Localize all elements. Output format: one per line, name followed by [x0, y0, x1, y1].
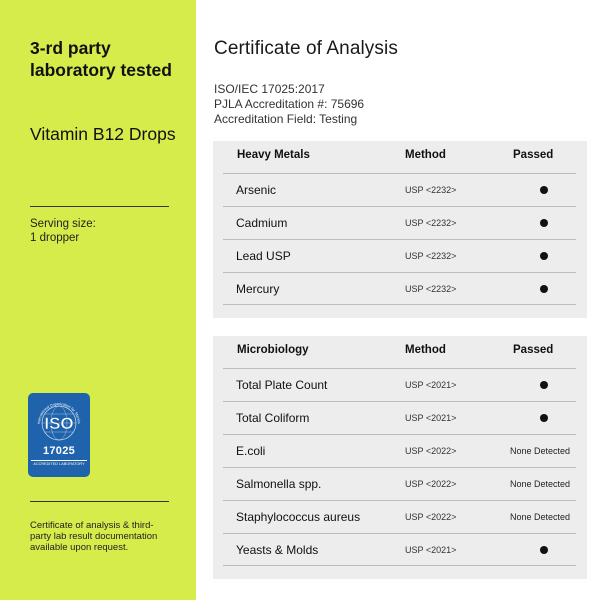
product-name: Vitamin B12 Drops: [30, 124, 176, 144]
table-header: [213, 336, 587, 366]
iso-logo-text: ISO: [44, 414, 74, 433]
passed-dot-icon: [540, 546, 548, 554]
badge-number: 17025: [42, 445, 76, 457]
passed-dot-icon: [540, 285, 548, 293]
table-row: [223, 239, 576, 272]
test-name: Total Plate Count: [236, 378, 328, 392]
test-name: Staphylococcus aureus: [236, 510, 361, 524]
table-body: [223, 368, 576, 566]
test-result: None Detected: [510, 512, 571, 522]
passed-dot-icon: [540, 414, 548, 422]
column-header-passed: Passed: [513, 344, 554, 356]
table-row: [223, 272, 576, 305]
badge-arc-text: International Organization for Standa: [36, 401, 82, 425]
lab-tested-heading: 3-rd party laboratory tested: [30, 38, 172, 80]
table-row: [223, 500, 576, 533]
table-row: [223, 401, 576, 434]
test-result: None Detected: [510, 479, 571, 489]
page-title: Certificate of Analysis: [214, 38, 398, 59]
test-name: Arsenic: [236, 183, 277, 197]
test-method: USP <2022>: [405, 446, 457, 456]
passed-dot-icon: [540, 381, 548, 389]
test-name: Total Coliform: [236, 411, 310, 425]
table-row: [223, 206, 576, 239]
microbiology-table: [213, 336, 587, 579]
divider: [30, 206, 169, 207]
table-row: [223, 533, 576, 566]
test-name: E.coli: [236, 444, 266, 458]
column-header-passed: Passed: [513, 149, 554, 161]
column-header-method: Method: [405, 149, 446, 161]
heavy-metals-table: [213, 141, 587, 318]
test-name: Yeasts & Molds: [236, 543, 319, 557]
sidebar: [0, 0, 196, 600]
passed-dot-icon: [540, 219, 548, 227]
test-method: USP <2232>: [405, 251, 457, 261]
serving-size-label: Serving size:: [30, 218, 96, 230]
accreditation-info: [214, 82, 574, 127]
pjla-number: PJLA Accreditation #: 75696: [214, 97, 365, 111]
badge-caption: ACCREDITED LABORATORY: [31, 460, 87, 466]
test-method: USP <2021>: [405, 545, 457, 555]
test-method: USP <2022>: [405, 479, 457, 489]
availability-note: Certificate of analysis & third-party lab result documentation available upon request.: [30, 520, 158, 553]
table-row: [223, 434, 576, 467]
test-method: USP <2232>: [405, 185, 457, 195]
test-result: None Detected: [510, 446, 571, 456]
test-method: USP <2232>: [405, 218, 457, 228]
test-name: Mercury: [236, 282, 280, 296]
iso-standard: ISO/IEC 17025:2017: [214, 82, 325, 96]
test-method: USP <2022>: [405, 512, 457, 522]
test-name: Salmonella spp.: [236, 477, 322, 491]
serving-size-value: 1 dropper: [30, 232, 80, 244]
serving-size: [30, 217, 180, 245]
column-header-category: Microbiology: [237, 344, 309, 356]
table-row: [223, 467, 576, 500]
column-header-category: Heavy Metals: [237, 149, 310, 161]
accreditation-field: Accreditation Field: Testing: [214, 112, 358, 126]
test-method: USP <2021>: [405, 413, 457, 423]
table-row: [223, 368, 576, 401]
test-method: USP <2232>: [405, 284, 457, 294]
passed-dot-icon: [540, 186, 548, 194]
passed-dot-icon: [540, 252, 548, 260]
iso-accreditation-badge: [28, 393, 90, 477]
column-header-method: Method: [405, 344, 446, 356]
divider: [30, 501, 169, 502]
test-name: Lead USP: [236, 249, 291, 263]
test-method: USP <2021>: [405, 380, 457, 390]
test-name: Cadmium: [236, 216, 288, 230]
table-header: [213, 141, 587, 171]
table-body: [223, 173, 576, 305]
table-row: [223, 173, 576, 206]
